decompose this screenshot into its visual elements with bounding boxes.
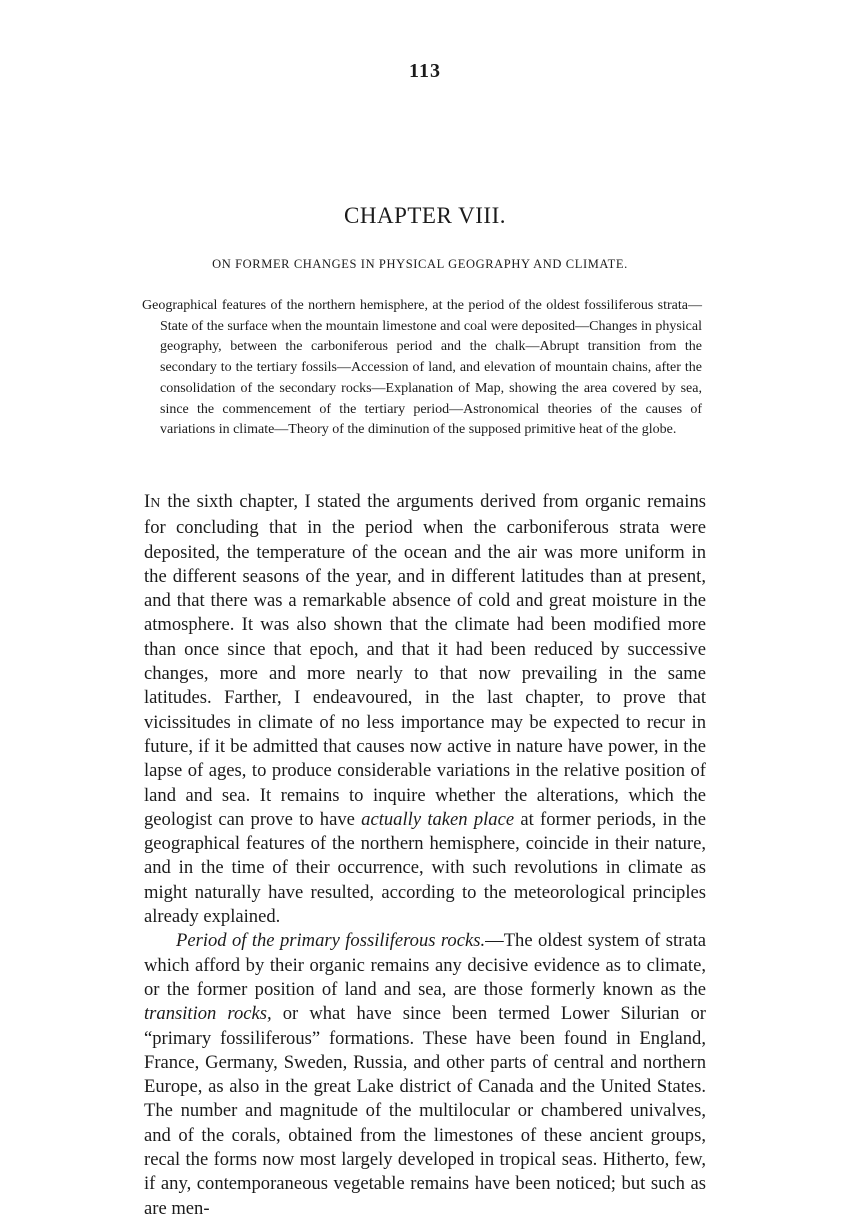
- chapter-summary: [142, 296, 702, 441]
- paragraph-1-text-b: at former periods, in the geographical features of the northern hemisphere, coincide in their nature, and in the time of their occurrence, with such revolutions in climate as might naturally have resulted, according to the meteorological principles already explained.: [144, 808, 706, 928]
- page-number: 113: [409, 60, 441, 82]
- paragraph-1-initial: I: [144, 491, 151, 512]
- paragraph-1-italic: actually taken place: [361, 808, 515, 830]
- paragraph-1-initial-rest: N: [150, 496, 161, 511]
- paragraph-2: [144, 929, 706, 1221]
- paragraph-2-text-a: —The oldest system of strata which afford by their organic remains any decisive evidence as to climate, or the former position of land and sea, are those formerly known as the: [144, 930, 706, 1000]
- body-text: [144, 490, 706, 1221]
- paragraph-1-text-a: the sixth chapter, I stated the arguments derived from organic remains for concluding that in the period when the carboniferous strata were deposited, the temperature of the ocean and the air was more uniform in the different seasons of the year, and in different latitudes than at present, and that there was a remarkable absence of cold and great moisture in the atmosphere. It was also shown that the climate had been modified more than once since that epoch, and that it had been reduced by successive changes, more and more nearly to that now prevailing in the same latitudes. Farther, I endeavoured, in the last chapter, to prove that vicissitudes in climate of no less importance may be expected to recur in future, if it be admitted that causes now active in nature have power, in the lapse of ages, to produce considerable variations in the relative position of land and sea. It remains to inquire whether the alterations, which the geologist can prove to have: [144, 491, 706, 830]
- paragraph-2-italic: transition rocks,: [144, 1003, 272, 1025]
- paragraph-2-text-b: or what have since been termed Lower Silurian or “primary fossiliferous” formations. These have been found in England, France, Germany, Sweden, Russia, and other parts of central and northern Europe, as also in the great Lake district of Canada and the United States. The number and magnitude of the multilocular or chambered univalves, and of the corals, obtained from the limestones of these ancient groups, recal the forms now most largely developed in tropical seas. Hitherto, few, if any, contemporaneous vegetable remains have been noticed; but such as are men-: [144, 1003, 706, 1219]
- paragraph-1: [144, 490, 706, 929]
- chapter-title: CHAPTER VIII.: [344, 203, 506, 228]
- chapter-subtitle: ON FORMER CHANGES IN PHYSICAL GEOGRAPHY AND CLIMATE.: [212, 257, 628, 271]
- chapter-summary-text: Geographical features of the northern hemisphere, at the period of the oldest fossiliferous strata—State of the surface when the mountain limestone and coal were deposited—Changes in physical geography, between the carboniferous period and the chalk—Abrupt transition from the secondary to the tertiary fossils—Accession of land, and elevation of mountain chains, after the consolidation of the secondary rocks—Explanation of Map, showing the area covered by sea, since the commencement of the tertiary period—Astronomical theories of the causes of variations in climate—Theory of the diminution of the supposed primitive heat of the globe.: [142, 298, 702, 438]
- paragraph-2-heading: Period of the primary fossiliferous rocks.: [176, 930, 486, 952]
